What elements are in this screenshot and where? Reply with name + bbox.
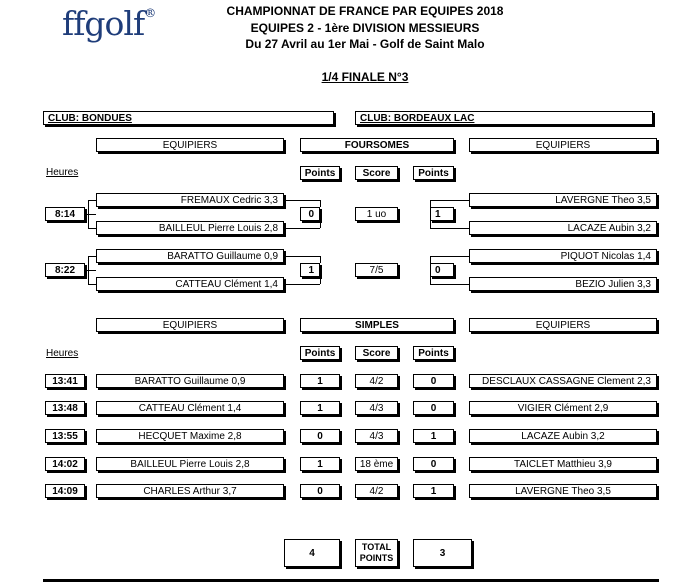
bracket-line: [85, 214, 96, 215]
bracket-line: [286, 200, 320, 201]
simple-2-left-player: CATTEAU Clément 1,4: [96, 401, 284, 415]
foursome-2-right-player-2: BEZIO Julien 3,3: [469, 277, 657, 291]
foursome-1-right-player-1: LAVERGNE Theo 3,5: [469, 193, 657, 207]
simple-1-right-player: DESCLAUX CASSAGNE Clement 2,3: [469, 374, 657, 388]
bracket-line: [430, 228, 469, 229]
points-left-header: Points: [300, 346, 340, 360]
foursome-2-time: 8:22: [45, 263, 85, 277]
foursome-1-time: 8:14: [45, 207, 85, 221]
bracket-line: [430, 256, 431, 263]
bracket-line: [88, 256, 89, 284]
simple-3-right-player: LACAZE Aubin 3,2: [469, 429, 657, 443]
simple-4-score: 18 ème: [355, 457, 398, 471]
equipiers-left-header: EQUIPIERS: [96, 318, 284, 332]
bracket-line: [88, 200, 96, 201]
simple-1-left-points: 1: [300, 374, 340, 388]
ffgolf-logo: [62, 4, 155, 43]
simple-4-right-points: 0: [413, 457, 454, 471]
simple-5-left-points: 0: [300, 484, 340, 498]
simple-5-score: 4/2: [355, 484, 398, 498]
bottom-rule: [43, 579, 659, 582]
bracket-line: [430, 221, 431, 228]
simple-3-left-points: 0: [300, 429, 340, 443]
bracket-line: [286, 284, 320, 285]
foursome-2-left-player-2: CATTEAU Clément 1,4: [96, 277, 284, 291]
simple-5-right-player: LAVERGNE Theo 3,5: [469, 484, 657, 498]
simple-2-right-player: VIGIER Clément 2,9: [469, 401, 657, 415]
total-left-points: 4: [284, 539, 340, 567]
bracket-line: [88, 284, 96, 285]
simple-3-score: 4/3: [355, 429, 398, 443]
simple-2-score: 4/3: [355, 401, 398, 415]
header-line-2: EQUIPES 2 - 1ère DIVISION MESSIEURS: [250, 21, 480, 35]
header-line-3: Du 27 Avril au 1er Mai - Golf de Saint Malo: [245, 37, 485, 51]
heures-label: Heures: [46, 348, 79, 359]
foursome-1-left-player-2: BAILLEUL Pierre Louis 2,8: [96, 221, 284, 235]
equipiers-left-header: EQUIPIERS: [96, 138, 284, 152]
foursome-1-right-points: 1: [430, 207, 454, 221]
simple-2-right-points: 0: [413, 401, 454, 415]
simple-4-left-points: 1: [300, 457, 340, 471]
foursome-2-right-player-1: PIQUOT Nicolas 1,4: [469, 249, 657, 263]
bracket-line: [320, 277, 321, 284]
simple-1-score: 4/2: [355, 374, 398, 388]
simple-5-right-points: 1: [413, 484, 454, 498]
bracket-line: [320, 200, 321, 207]
equipiers-right-header: EQUIPIERS: [469, 318, 657, 332]
simple-4-left-player: BAILLEUL Pierre Louis 2,8: [96, 457, 284, 471]
simple-3-time: 13:55: [45, 429, 85, 443]
simple-5-left-player: CHARLES Arthur 3,7: [96, 484, 284, 498]
total-points-label: [355, 539, 398, 567]
simple-3-left-player: HECQUET Maxime 2,8: [96, 429, 284, 443]
simple-2-time: 13:48: [45, 401, 85, 415]
simple-3-right-points: 1: [413, 429, 454, 443]
points-left-header: Points: [300, 166, 340, 180]
foursome-1-right-player-2: LACAZE Aubin 3,2: [469, 221, 657, 235]
bracket-line: [88, 228, 96, 229]
club-right: CLUB: BORDEAUX LAC: [355, 111, 653, 125]
simple-2-left-points: 1: [300, 401, 340, 415]
equipiers-right-header: EQUIPIERS: [469, 138, 657, 152]
foursome-2-left-player-1: BARATTO Guillaume 0,9: [96, 249, 284, 263]
simple-4-time: 14:02: [45, 457, 85, 471]
heures-label: Heures: [46, 167, 79, 178]
total-label-line-2: POINTS: [359, 553, 394, 563]
total-label-line-1: TOTAL: [361, 542, 392, 552]
simple-1-time: 13:41: [45, 374, 85, 388]
club-left: CLUB: BONDUES: [43, 111, 334, 125]
bracket-line: [430, 256, 469, 257]
foursome-2-left-points: 1: [300, 263, 320, 277]
foursome-1-left-points: 0: [300, 207, 320, 221]
bracket-line: [430, 284, 469, 285]
foursome-1-left-player-1: FREMAUX Cedric 3,3: [96, 193, 284, 207]
bracket-line: [320, 256, 321, 263]
simple-4-right-player: TAICLET Matthieu 3,9: [469, 457, 657, 471]
bracket-line: [430, 200, 431, 207]
bracket-line: [286, 256, 320, 257]
header-line-1: CHAMPIONNAT DE FRANCE PAR EQUIPES 2018: [226, 4, 504, 18]
bracket-line: [286, 228, 320, 229]
bracket-line: [320, 221, 321, 228]
foursomes-header: FOURSOMES: [300, 138, 454, 152]
foursome-2-right-points: 0: [430, 263, 454, 277]
simple-5-time: 14:09: [45, 484, 85, 498]
logo-mark: ®: [144, 6, 156, 20]
foursome-2-score: 7/5: [355, 263, 398, 277]
simple-1-right-points: 0: [413, 374, 454, 388]
bracket-line: [88, 256, 96, 257]
logo-text: ffgolf: [62, 4, 145, 43]
score-header: Score: [355, 346, 398, 360]
bracket-line: [85, 270, 96, 271]
round-title: 1/4 FINALE N°3: [321, 70, 409, 84]
simples-header: SIMPLES: [300, 318, 454, 332]
total-right-points: 3: [413, 539, 472, 567]
bracket-line: [430, 200, 469, 201]
points-right-header: Points: [413, 346, 454, 360]
bracket-line: [88, 200, 89, 228]
points-right-header: Points: [413, 166, 454, 180]
simple-1-left-player: BARATTO Guillaume 0,9: [96, 374, 284, 388]
score-header: Score: [355, 166, 398, 180]
bracket-line: [430, 277, 431, 284]
foursome-1-score: 1 uo: [355, 207, 398, 221]
